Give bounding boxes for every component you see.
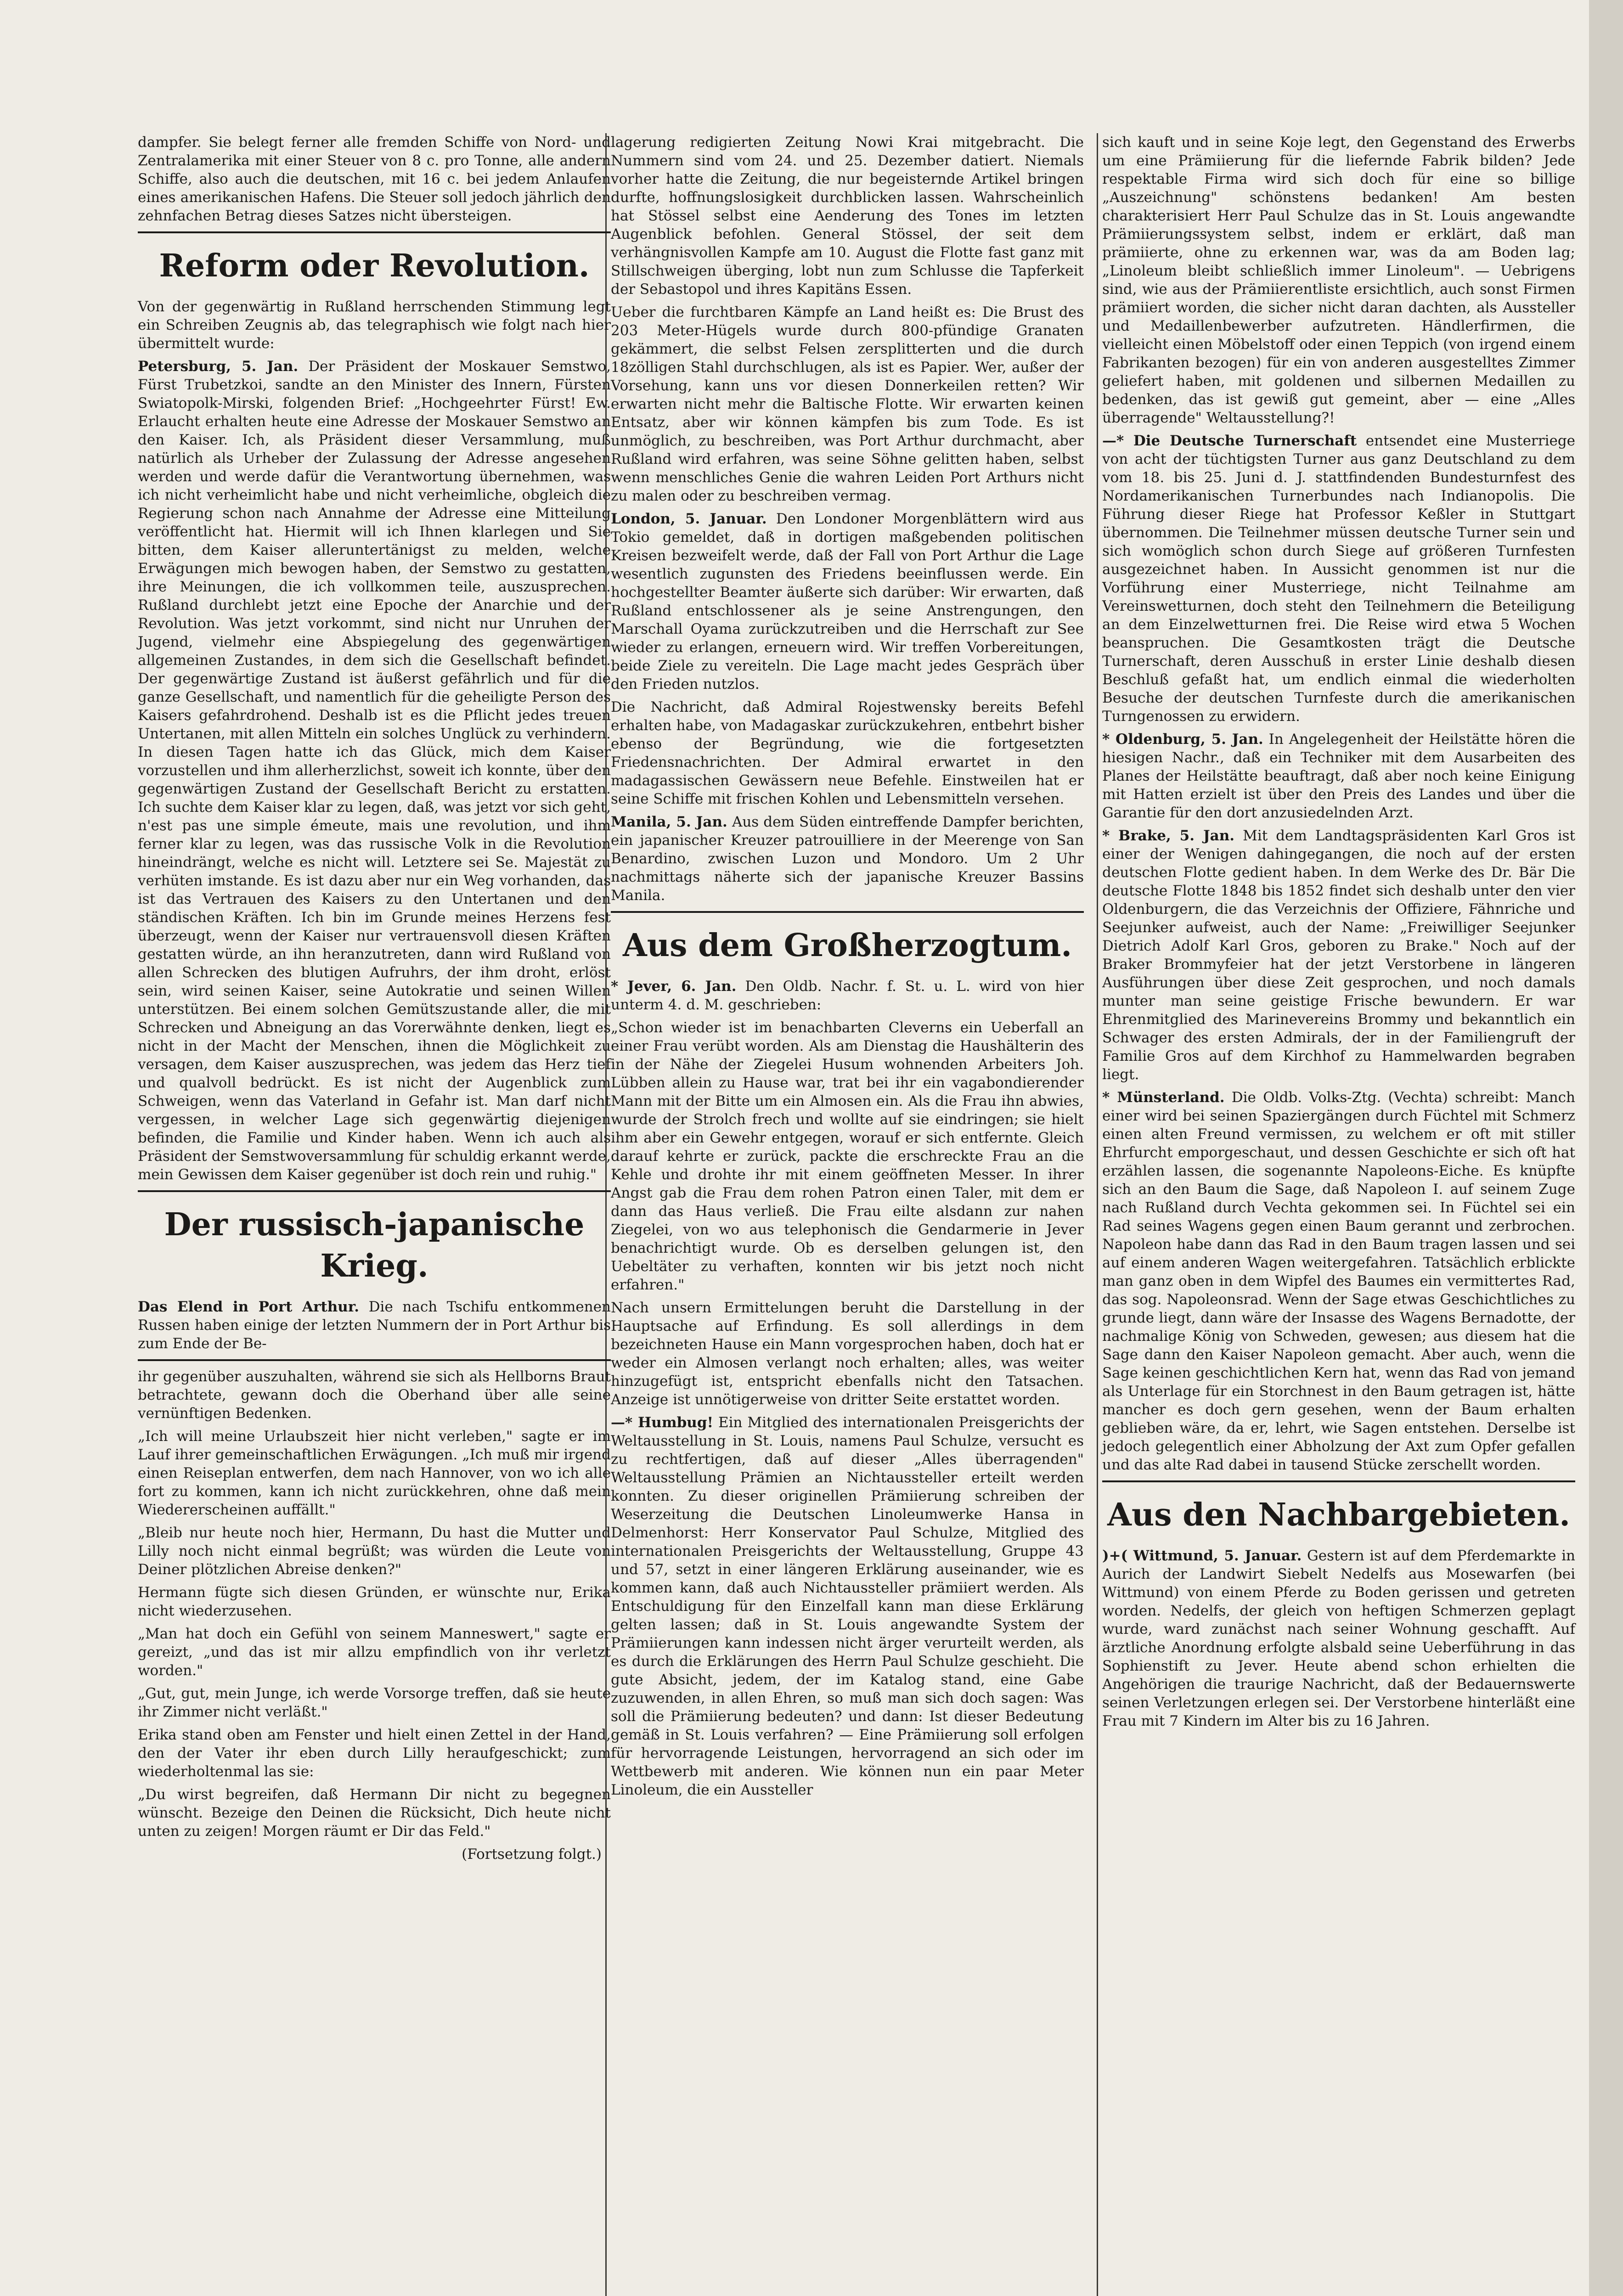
column-3 bbox=[1102, 133, 1575, 1735]
section-heading: Der russisch-japanische Krieg. bbox=[164, 1206, 585, 1284]
paragraph-text: Aus dem Süden eintreffende Dampfer berichten, ein japanischer Kreuzer patrouilliere in der Meerenge von San Benardino, zwischen Luzon und Mondoro. Um 2 Uhr nachmittags näherte sich der japanische Kreuzer Bassins Manila. bbox=[611, 814, 1084, 904]
section-heading: Aus den Nachbargebieten. bbox=[1107, 1497, 1570, 1533]
article-paragraph bbox=[611, 698, 1084, 808]
dateline: )+( Wittmund, 5. Januar. bbox=[1102, 1548, 1302, 1564]
article-paragraph bbox=[138, 357, 611, 1184]
dateline: London, 5. Januar. bbox=[611, 511, 767, 527]
paragraph-text: Den Londoner Morgenblättern wird aus Tokio gemeldet, daß in dortigen maßgebenden politischen Kreisen bezweifelt werde, daß der Fall von Port Arthur die Lage wesentlich zugunsten des Friedens beeinflussen werde. Ein hochgestellter Beamter äußerte sich darüber: Wir erwarten, daß Rußland entschlossener als je seine Anstrengungen, den Marschall Oyama zurückzutreiben und die Herrschaft zur See wieder zu erlangen, erneuern wird. Wir treffen Vorbereitungen, beide Ziele zu vereiteln. Die Lage macht jedes Gespräch über den Frieden nutzlos. bbox=[611, 511, 1084, 692]
paragraph-text: ihr gegenüber auszuhalten, während sie sich als Hellborns Braut betrachtete, gewann doch die Oberhand über alle seine vernünftigen Bedenken. bbox=[138, 1368, 611, 1422]
article-paragraph bbox=[138, 1726, 611, 1781]
article-paragraph bbox=[138, 133, 611, 225]
article-paragraph bbox=[138, 1625, 611, 1680]
article-paragraph bbox=[1102, 1088, 1575, 1474]
article-paragraph bbox=[138, 1785, 611, 1840]
paragraph-text: „Schon wieder ist im benachbarten Cleverns ein Ueberfall an einer Frau verübt worden. Als am Dienstag die Haushälterin des in der Nähe der Ziegelei Husum wohnenden Arbeiters Joh. Lübben allein zu Hause war, trat bei ihr ein vagabondierender Mann mit der Bitte um ein Almosen ein. Als die Frau ihn abwies, wurde der Strolch frech und wollte auf sie eindringen; sie hielt ihm aber ein Gewehr entgegen, worauf er sich entfernte. Gleich darauf kehrte er zurück, packte die erschreckte Frau an die Kehle und drohte ihr mit einem geöffneten Messer. In ihrer Angst gab die Frau dem rohen Patron einen Taler, mit dem er dann das Haus verließ. Die Frau eilte alsdann zur nahen Ziegelei, von wo aus telephonisch die Gendarmerie in Jever benachrichtigt wurde. Ob es derselben gelungen ist, den Uebeltäter zu verhaften, konnten wir bis jetzt noch nicht erfahren." bbox=[611, 1019, 1084, 1293]
dateline: Das Elend in Port Arthur. bbox=[138, 1299, 360, 1315]
article-paragraph bbox=[611, 1299, 1084, 1409]
paragraph-text: Den Oldb. Nachr. f. St. u. L. wird von hier unterm 4. d. M. geschrieben: bbox=[611, 978, 1084, 1013]
article-paragraph bbox=[611, 133, 1084, 298]
dateline: * Brake, 5. Jan. bbox=[1102, 827, 1235, 844]
article-paragraph bbox=[138, 1427, 611, 1519]
paragraph-text: Erika stand oben am Fenster und hielt einen Zettel in der Hand, den der Vater ihr eben durch Lilly heraufgeschickt; zum wiederholtenmal las sie: bbox=[138, 1727, 611, 1780]
dateline: —* Die Deutsche Turnerschaft bbox=[1102, 433, 1357, 449]
section-divider bbox=[138, 1190, 611, 1192]
article-paragraph bbox=[611, 813, 1084, 905]
column-1 bbox=[138, 133, 611, 1863]
section-divider bbox=[1102, 1480, 1575, 1482]
section-heading: Reform oder Revolution. bbox=[159, 248, 590, 284]
paragraph-text: „Ich will meine Urlaubszeit hier nicht verleben," sagte er im Lauf ihrer gemeinschaftlichen Erwägungen. „Ich muß mir irgend einen Reiseplan entwerfen, dem nach Hannover, von wo ich alle fort zu kommen, kann ich nicht zurückkehren, ohne daß mein Wiedererscheinen auffällt." bbox=[138, 1428, 611, 1518]
paragraph-text: „Gut, gut, mein Junge, ich werde Vorsorge treffen, daß sie heute ihr Zimmer nicht verläßt." bbox=[138, 1685, 611, 1720]
dateline: Manila, 5. Jan. bbox=[611, 814, 727, 830]
section-heading: Aus dem Großherzogtum. bbox=[622, 927, 1072, 964]
section-divider bbox=[138, 231, 611, 233]
dateline: Petersburg, 5. Jan. bbox=[138, 358, 299, 375]
paragraph-text: Der Präsident der Moskauer Semstwo, Fürst Trubetzkoi, sandte an den Minister des Innern, Fürsten Swiatopolk-Mirski, folgenden Brief: „Hochgeehrter Fürst! Ew. Erlaucht erhalten heute eine Adresse der Moskauer Semstwo an den Kaiser. Ich, als Präsident dieser Versammlung, muß natürlich als Urheber der Zulassung der Adresse angesehen werden und werde dafür die Verantwortung übernehmen, was ich nicht verheimlicht habe und nicht verheimliche, obgleich die Regierung schon nach Annahme der Adresse eine Mitteilung veröffentlicht hat. Hiermit will ich Ihnen klarlegen und Sie bitten, dem Kaiser alleruntertänigst zu melden, welche Erwägungen mich bewogen haben, der Semstwo zu gestatten, ihre Meinungen, die ich vollkommen teile, auszusprechen. Rußland durchlebt jetzt eine Epoche der Anarchie und der Revolution. Was jetzt vorkommt, sind nicht nur Unruhen der Jugend, vielmehr eine Abspiegelung des gegenwärtigen allgemeinen Zustandes, in dem sich die Gesellschaft befindet. Der gegenwärtige Zustand ist äußerst gefährlich und für die ganze Gesellschaft, und namentlich für die geheiligte Person des Kaisers gefahrdrohend. Deshalb ist es die Pflicht jedes treuen Untertanen, mit allen Mitteln ein solches Unglück zu verhindern. In diesen Tagen hatte ich das Glück, mich dem Kaiser vorzustellen und ihm allerherzlichst, soweit ich konnte, über den gegenwärtigen Zustand der Gesellschaft Bericht zu erstatten. Ich suchte dem Kaiser klar zu legen, daß, was jetzt vor sich geht, n'est pas une simple émeute, mais une revolution, und ihm ferner klar zu legen, was das russische Volk in die Revolution hineindrängt, welche es nicht will. Letztere sei Se. Majestät zu verhüten imstande. Es ist dazu aber nur ein Weg vorhanden, das ist das Vertrauen des Kaisers zu den Untertanen und den ständischen Kräften. Ich bin im Grunde meines Herzens fest überzeugt, wenn der Kaiser nur vertrauensvoll diesen Kräften gestatten würde, an ihn heranzutreten, dann wird Rußland von allen Schrecken des blutigen Aufruhrs, der ihm droht, erlöst sein, wird seinen Kaiser, seine Autokratie und seinen Willen unterstützen. Bei einem solchen Gemütszustande aller, die mit Schrecken und Abneigung an das Vorerwähnte denken, liegt es nicht in der Macht der Menschen, ihnen die Möglichkeit zu versagen, dem Kaiser auszusprechen, was jedem das Herz tief und qualvoll bedrückt. Es ist nicht der Augenblick zum Schweigen, wenn das Vaterland in Gefahr ist. Man darf nicht vergessen, in welcher Lage sich gegenwärtig diejenigen befinden, die Familie und Kinder haben. Wenn ich auch als Präsident der Semstwoversammlung für schuldig erkannt werde, mein Gewissen dem Kaiser gegenüber ist doch rein und ruhig." bbox=[138, 358, 611, 1183]
article-paragraph bbox=[611, 303, 1084, 505]
paragraph-text: „Du wirst begreifen, daß Hermann Dir nicht zu begegnen wünscht. Bezeige den Deinen die Rücksicht, Dich heute nicht unten zu zeigen! Morgen räumt er Dir das Feld." bbox=[138, 1786, 611, 1840]
paragraph-text: Mit dem Landtagspräsidenten Karl Gros ist einer der Wenigen dahingegangen, die noch auf der ersten deutschen Flotte gedient haben. In dem Werke des Dr. Bär Die deutsche Flotte 1848 bis 1852 findet sich deshalb unter den vier Oldenburgern, die das Verzeichnis der Offiziere, Fähnriche und Seejunker aufweist, auch der Name: „Freiwilliger Seejunker Dietrich Adolf Karl Gros, geboren zu Brake." Noch auf der Braker Brommyfeier hat der jetzt Verstorbene in längeren Ausführungen über diese Zeit gesprochen, und noch damals munter man seine geistige Frische bewundern. Er war Ehrenmitglied des Marinevereins Brommy und bekanntlich ein Schwager des ersten Admirals, der in der Familiengruft der Familie Gros auf dem Kirchhof zu Hammelwarden begraben liegt. bbox=[1102, 827, 1576, 1083]
article-paragraph bbox=[138, 1684, 611, 1721]
article-paragraph bbox=[1102, 1547, 1575, 1730]
section-divider bbox=[611, 911, 1084, 913]
paragraph-text: sich kauft und in seine Koje legt, den Gegenstand des Erwerbs um eine Prämiierung für die liefernde Fabrik bilden? Jede respektable Firma wird sich doch für eine so billige „Auszeichnung" schönstens bedanken! Am besten charakterisiert Herr Paul Schulze das in St. Louis angewandte Prämiierungssystem selbst, indem er erklärt, daß man prämiierte, ohne zu erkennen war, was da am Boden lag; „Linoleum bleibt schließlich immer Linoleum". — Uebrigens sind, wie aus der Prämiierentliste ersichtlich, auch sonst Firmen prämiiert worden, die sicher nicht daran dachten, als Aussteller und Medaillenbewerber aufzutreten. Händlerfirmen, die vielleicht einen Möbelstoff oder einen Teppich (von irgend einem Fabrikanten bezogen) für ein von anderen ausgestelltes Zimmer geliefert haben, mit goldenen und silbernen Medaillen zu bedenken, das ist gewiß gut gemeint, aber — eine „Alles überragende" Weltausstellung?! bbox=[1102, 134, 1575, 426]
article-paragraph bbox=[138, 1367, 611, 1423]
article-paragraph bbox=[138, 1583, 611, 1620]
paragraph-text: dampfer. Sie belegt ferner alle fremden Schiffe von Nord- und Zentralamerika mit einer Steuer von 8 c. pro Tonne, alle andern Schiffe, also auch die deutschen, mit 16 c. bei jedem Anlaufen eines amerikanischen Hafens. Die Steuer soll jedoch jährlich den zehnfachen Betrag dieses Satzes nicht übersteigen. bbox=[138, 134, 611, 224]
article-paragraph bbox=[611, 510, 1084, 693]
paragraph-text: Gestern ist auf dem Pferdemarkte in Aurich der Landwirt Siebelt Nedelfs aus Mosewarfen (bei Wittmund) von einem Pferde zu Boden gerissen und getreten worden. Nedelfs, der gleich von heftigen Schmerzen geplagt wurde, ward zunächst nach seiner Wohnung geschafft. Auf ärztliche Anordnung erfolgte alsbald seine Ueberführung in das Sophienstift zu Jever. Heute abend schon erhielten die Angehörigen die traurige Nachricht, daß der Bedauernswerte seinen Verletzungen erlegen sei. Der Verstorbene hinterläßt eine Frau mit 7 Kindern im Alter bis zu 16 Jahren. bbox=[1102, 1548, 1576, 1729]
paragraph-text: Von der gegenwärtig in Rußland herrschenden Stimmung legt ein Schreiben Zeugnis ab, das telegraphisch wie folgt nach hier übermittelt wurde: bbox=[138, 298, 611, 352]
article-paragraph bbox=[1102, 827, 1575, 1084]
page-edge bbox=[1589, 0, 1623, 2296]
paragraph-text: lagerung redigierten Zeitung Nowi Krai mitgebracht. Die Nummern sind vom 24. und 25. Dezember datiert. Niemals vorher hatte die Zeitung, die nur begeisternde Artikel bringen durfte, hoffnungslosigkeit durchblicken lassen. Wahrscheinlich hat Stössel selbst eine Aenderung des Tones im letzten Augenblick befohlen. General Stössel, der seit dem verhängnisvollen Kampfe am 10. August die Flotte fast ganz mit Stillschweigen überging, lobt nun zum Schlusse die Tapferkeit der Sebastopol und ihres Kapitäns Essen. bbox=[611, 134, 1084, 298]
column-rule bbox=[1097, 133, 1098, 2296]
column-2 bbox=[611, 133, 1084, 1804]
paragraph-text: Die Oldb. Volks-Ztg. (Vechta) schreibt: Manch einer wird bei seinen Spaziergängen durch Füchtel mit Schmerz einen alten Freund vermissen, zu welchem er oft mit stiller Ehrfurcht emporgeschaut, und dessen Geschichte er sich oft hat erzählen lassen, die sogenannte Napoleons-Eiche. Es knüpfte sich an den Baum die Sage, daß Napoleon I. auf seinem Zuge nach Rußland durch Vechta gekommen sei. In Füchtel sei ein Rad seines Wagens gegen einen Baum gerannt und zerbrochen. Napoleon habe dann das Rad in den Baum tragen lassen und sei auf einem anderen Wagen weitergefahren. Tatsächlich erblickte man ganz oben in dem Wipfel des Baumes ein vermittertes Rad, das sog. Napoleonsrad. Wenn der Sage etwas Geschichtliches zu grunde liegt, dann wäre der Insasse des Wagens Bernadotte, der nachmalige König von Schweden, gewesen; aus diesem hat die Sage dann den Kaiser Napoleon gemacht. Aber auch, wenn die Sage keinen geschichtlichen Kern hat, wenn das Rad von jemand als Unterlage für ein Storchnest in den Baum getragen ist, hätte mancher es doch gern gesehen, wenn der Baum erhalten geblieben wäre, da er, lehrt, wie Sagen entstehen. Derselbe ist jedoch gelegentlich einer Abholzung der Axt zum Opfer gefallen und das alte Rad dabei in tausend Stücke zerschellt worden. bbox=[1102, 1089, 1575, 1473]
continuation-note: (Fortsetzung folgt.) bbox=[462, 1846, 602, 1863]
article-paragraph bbox=[138, 298, 611, 353]
article-paragraph bbox=[611, 977, 1084, 1014]
dateline: * Münsterland. bbox=[1102, 1089, 1225, 1106]
paragraph-text: Hermann fügte sich diesen Gründen, er wünschte nur, Erika nicht wiederzusehen. bbox=[138, 1584, 611, 1619]
article-paragraph bbox=[138, 1298, 611, 1353]
article-paragraph bbox=[611, 1413, 1084, 1799]
section-divider bbox=[138, 1359, 611, 1361]
paragraph-text: „Man hat doch ein Gefühl von seinem Manneswert," sagte er gereizt, „und das ist mir allzu empfindlich von ihr verletzt worden." bbox=[138, 1626, 611, 1679]
paragraph-text: Die nach Tschifu entkommenen Russen haben einige der letzten Nummern der in Port Arthur bis zum Ende der Be- bbox=[138, 1299, 611, 1352]
article-paragraph bbox=[1102, 432, 1575, 726]
dateline: * Oldenburg, 5. Jan. bbox=[1102, 731, 1263, 748]
article-paragraph bbox=[611, 1019, 1084, 1294]
article-paragraph bbox=[1102, 133, 1575, 427]
paragraph-text: „Bleib nur heute noch hier, Hermann, Du hast die Mutter und Lilly noch nicht einmal begrüßt; was würden die Leute von Deiner plötzlichen Abreise denken?" bbox=[138, 1525, 611, 1578]
paragraph-text: Ein Mitglied des internationalen Preisgerichts der Weltausstellung in St. Louis, namens Paul Schulze, versucht es zu rechtfertigen, daß auf dieser „Alles überragenden" Weltausstellung Prämien an Nichtaussteller erteilt werden konnten. Zu dieser originellen Prämiierung schreiben der Weserzeitung die Deutschen Linoleumwerke Hansa in Delmenhorst: Herr Konservator Paul Schulze, Mitglied des internationalen Preisgerichts der Weltausstellung, Gruppe 43 und 57, setzt in einer längeren Erklärung auseinander, wie es kommen kann, daß auch Nichtaussteller prämiiert werden. Als Entschuldigung für den Einzelfall kann man diese Erklärung gelten lassen; daß in St. Louis angewandte System der Prämiierungen kann indessen nicht ärger verurteilt werden, als es durch die Erklärungen des Herrn Paul Schulze geschieht. Die gute Absicht, jedem, der im Katalog stand, eine Gabe zuzuwenden, in allen Ehren, so muß man sich doch sagen: Was soll die Prämiierung bedeuten? und dann: Ist dieser Bedeutung gemäß in St. Louis verfahren? — Eine Prämiierung soll erfolgen für hervorragende Leistungen, hervorragend an sich oder im Wettbewerb mit anderen. Wie können nun ein paar Meter Linoleum, die ein Aussteller bbox=[611, 1414, 1084, 1798]
paragraph-text: entsendet eine Musterriege von acht der tüchtigsten Turner aus ganz Deutschland zu dem vom 18. bis 25. Juni d. J. stattfindenden Bundesturnfest des Nordamerikanischen Turnerbundes nach Indianopolis. Die Führung dieser Riege hat Professor Keßler in Stuttgart übernommen. Die Teilnehmer müssen deutsche Turner sein und sich womöglich schon durch Siege auf größeren Turnfesten ausgezeichnet haben. In Aussicht genommen ist nur die Vorführung einer Musterriege, nicht Teilnahme am Vereinswetturnen, doch steht den Teilnehmern die Beteiligung an dem Einzelwetturnen frei. Die Reise wird etwa 5 Wochen beanspruchen. Die Gesamtkosten trägt die Deutsche Turnerschaft, deren Ausschuß in erster Linie deshalb diesen Beschluß gefaßt hat, um endlich einmal die wiederholten Besuche der deutschen Turnfeste durch die amerikanischen Turngenossen zu erwidern. bbox=[1102, 433, 1576, 725]
paragraph-text: Nach unsern Ermittelungen beruht die Darstellung in der Hauptsache auf Erfindung. Es soll allerdings in dem bezeichneten Hause ein Mann vorgesprochen haben, doch hat er weder ein Almosen verlangt noch erhalten; alles, was weiter hinzugefügt ist, entspricht ebenfalls nicht den Tatsachen. Anzeige ist unnötigerweise von dritter Seite erstattet worden. bbox=[611, 1300, 1084, 1408]
article-paragraph bbox=[1102, 730, 1575, 822]
paragraph-text: In Angelegenheit der Heilstätte hören die hiesigen Nachr., daß ein Techniker mit dem Ausarbeiten des Planes der Heilstätte beauftragt, daß aber noch keine Einigung mit Hatten erzielt ist über den Preis des Landes und über die Garantie für den dort anzusiedelnden Arzt. bbox=[1102, 731, 1575, 821]
paragraph-text: Ueber die furchtbaren Kämpfe an Land heißt es: Die Brust des 203 Meter-Hügels wurde durch 800-pfündige Granaten gekämmert, die selbst Felsen zersplitterten und die durch 18zölligen Stahl durchschlugen, als ist es Papier. Wer, außer der Vorsehung, kann uns vor diesen Donnerkeilen retten? Wir erwarten nicht mehr die Baltische Flotte. Wir erwarten keinen Entsatz, aber wir können kämpfen bis zum Tode. Es ist unmöglich, zu beschreiben, was Port Arthur durchmacht, aber Rußland wird erfahren, was seine Söhne gelitten haben, selbst wenn menschliches Genie die wahren Leiden Port Arthurs nicht zu malen oder zu beschreiben vermag. bbox=[611, 304, 1084, 504]
article-paragraph bbox=[138, 1524, 611, 1579]
dateline: —* Humbug! bbox=[611, 1414, 714, 1431]
dateline: * Jever, 6. Jan. bbox=[611, 978, 737, 995]
paragraph-text: Die Nachricht, daß Admiral Rojestwensky bereits Befehl erhalten habe, von Madagaskar zurückzukehren, entbehrt bisher ebenso der Begründung, wie die fortgesetzten Friedensnachrichten. Der Admiral erwartet in den madagassischen Gewässern neue Befehle. Einstweilen hat er seine Schiffe mit frischen Kohlen und Lebensmitteln versehen. bbox=[611, 699, 1084, 807]
